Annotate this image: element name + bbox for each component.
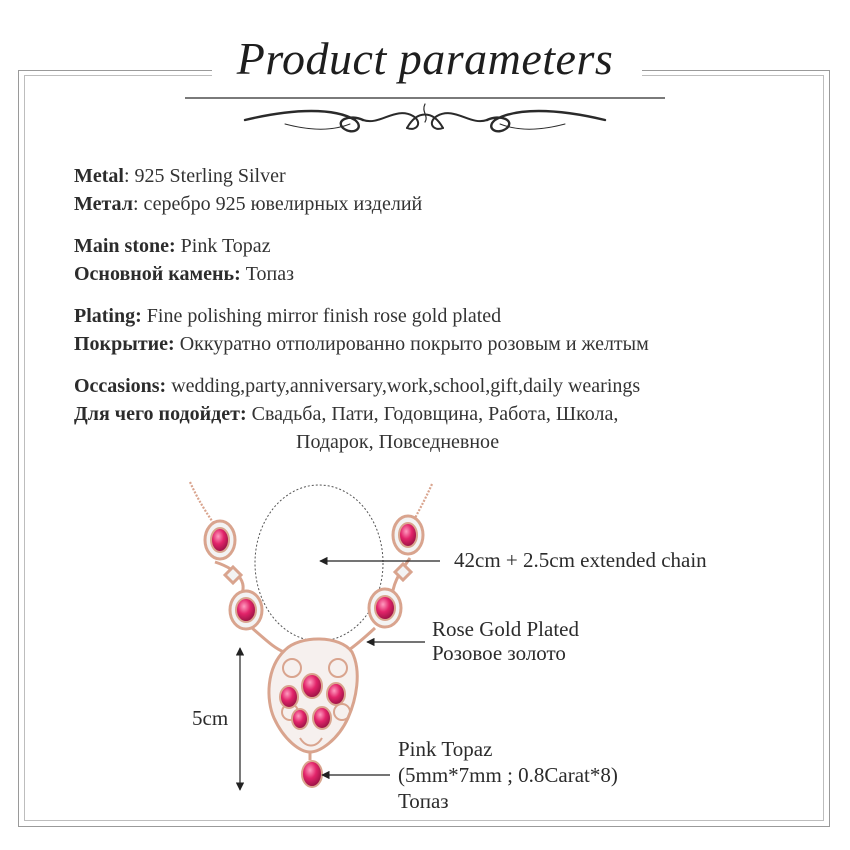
occasions-value: wedding,party,anniversary,work,school,gift,daily wearings <box>171 375 641 397</box>
stone-label: Main stone: <box>74 235 181 257</box>
stone-ru-label: Основной камень: <box>74 263 246 285</box>
stone-ru-value: Топаз <box>245 263 294 285</box>
metal-ru-value: : серебро 925 ювелирных изделий <box>132 193 423 215</box>
chain-length-label: 42cm + 2.5cm extended chain <box>454 548 707 572</box>
page-title: Product parameters <box>236 33 614 84</box>
stone-label-en: Pink Topaz <box>398 737 493 761</box>
chain-loop-outline <box>255 485 383 641</box>
plating-label: Plating: <box>74 305 147 327</box>
pendant-length-label: 5cm <box>192 706 229 730</box>
stone-size-label: (5mm*7mm ; 0.8Carat*8) <box>398 763 618 787</box>
plating-label-en: Rose Gold Plated <box>432 617 579 641</box>
metal-label: Metal <box>74 165 124 187</box>
occasions-ru-value-2: Подарок, Повседневное <box>296 431 500 453</box>
metal-value: : 925 Sterling Silver <box>123 165 286 187</box>
occasions-ru-value: Свадьба, Пати, Годовщина, Работа, Школа, <box>251 403 619 425</box>
necklace-links <box>205 516 423 652</box>
occasions-ru-label: Для чего подойдет: <box>74 403 252 425</box>
plating-value: Fine polishing mirror finish rose gold plated <box>146 305 502 327</box>
plating-label-ru: Розовое золото <box>432 641 566 665</box>
chain <box>190 482 432 524</box>
plating-ru-value: Оккуратно отполированно покрыто розовым и желтым <box>179 333 649 355</box>
stone-label-ru: Топаз <box>398 789 449 813</box>
metal-ru-label: Метал <box>74 193 133 215</box>
occasions-label: Occasions: <box>74 375 172 397</box>
stone-value: Pink Topaz <box>180 235 271 257</box>
plating-ru-label: Покрытие: <box>74 333 180 355</box>
